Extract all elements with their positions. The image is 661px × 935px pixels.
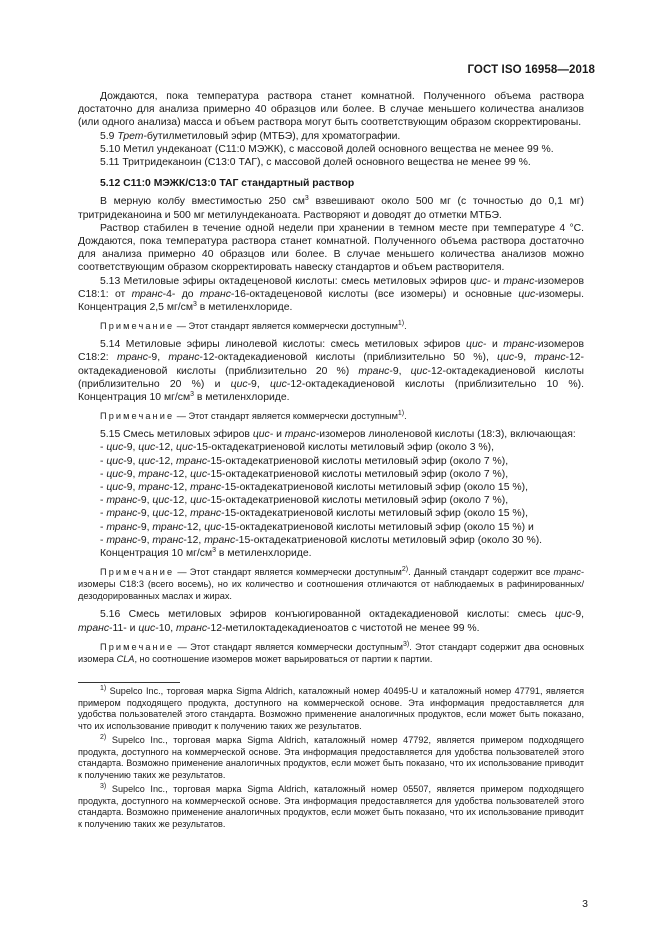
list-item: - цис-9, транс-12, транс-15-октадекатриеновой кислоты метиловый эфир (около 15 %), [100,482,528,494]
footnote-1: $^{1)}$ Supelco Inc., торговая марка Sigma Aldrich, каталожный номер 40495-U и каталожный номер 47791, является примером подходящего продукта, доступного на коммерческой основе. Эта информация предоставляется для удобства пользователей этого стандарта. Возможно применение аналогичных продуктов, если может быть показано, что их использование приводит к получению таких же результатов. [78,685,584,731]
footnote-2: $^{2)}$ Supelco Inc., торговая марка Sigma Aldrich, каталожный номер 47792, является примером подходящего продукта, доступного на коммерческой основе. Эта информация предоставляется для удобства пользователей этого стандарта. Возможно применение аналогичных продуктов, если может быть показано, что их использование приводит к получению таких же результатов. [78,734,584,780]
list-item: - транс-9, цис-12, транс-15-октадекатриеновой кислоты метиловый эфир (около 15 %), [100,508,528,520]
page-body [78,90,584,671]
note-4: Примечание — Этот стандарт является коммерчески доступным$^{3)}$. Этот стандарт содержит два основных изомера CLA, но соотношение изомеров может варьироваться от партии к партии. [78,640,584,664]
list-item: - цис-9, цис-12, транс-15-октадекатриеновой кислоты метиловый эфир (около 7 %), [100,455,509,467]
list-item: - транс-9, транс-12, цис-15-октадекатриеновой кислоты метиловый эфир (около 15 %) и [100,521,534,533]
list-item: - цис-9, транс-12, цис-15-октадекатриеновой кислоты метиловый эфир (около 7 %), [100,468,509,480]
footnote-3: $^{3)}$ Supelco Inc., торговая марка Sigma Aldrich, каталожный номер 05507, является примером подходящего продукта, доступного на коммерческой основе. Эта информация предоставляется для удобства пользователей этого стандарта. Возможно применение аналогичных продуктов, если может быть показано, что их использование приводит к получению таких же результатов. [78,783,584,829]
document-code: ГОСТ ISO 16958—2018 [467,64,595,76]
paragraph-dissolve: Дождаются, пока температура раствора станет комнатной. Полученного объема раствора достаточно для анализа примерно 40 образцов или более. В случае меньшего количества анализов (или одного анализа) масса и объем раствора могут быть соответствующим образом скорректированы. [78,91,584,129]
footnotes [78,686,584,833]
note-1: Примечание — Этот стандарт является коммерчески доступным$^{1)}$. [100,320,407,332]
list-item: - цис-9, цис-12, цис-15-октадекатриеновой кислоты метиловый эфир (около 3 %), [100,442,494,454]
footnote-separator [78,682,180,683]
clause-5-16: 5.16 Смесь метиловых эфиров конъюгированной октадекадиеновой кислоты: смесь цис-9, транс-11- и цис-10, транс-12-метилоктадекадиеноатов с чистотой не менее 99 %. [78,609,584,634]
clause-5-15-concentration: Концентрация 10 $мг/см^3$ в метиленхлориде. [100,547,312,560]
clause-5-11: 5.11 Тритридеканоин (С13:0 ТАГ), с массовой долей основного вещества не менее 99 %. [100,157,531,169]
clause-5-13: 5.13 Метиловые эфиры октадеценовой кислоты: смесь метиловых эфиров цис- и транс-изомеров С18:1: от транс-4- до транс-16-октадеценовой кислоты (все изомеры) и основные цис-изомеры. Концентрация 2,5 $мг/см^3$ в метиленхлориде. [78,275,585,314]
clause-5-12-paragraph-2: Раствор стабилен в течение одной недели при хранении в темном месте при температуре 4 °С. Дождаются, пока температура раствора станет комнатной. Полученного объема раствора достаточно для анализа примерно 40 образцов или более. В случае меньшего количества анализов можно соответствующим образом скорректировать навеску стандартов и объем растворителя. [78,222,584,274]
list-item: - транс-9, цис-12, цис-15-октадекатриеновой кислоты метиловый эфир (около 7 %), [100,495,509,507]
clause-5-10: 5.10 Метил ундеканоат (С11:0 МЭЖК), с массовой долей основного вещества не менее 99 %. [100,143,554,155]
note-2: Примечание — Этот стандарт является коммерчески доступным$^{1)}$. [100,410,407,422]
list-item: - транс-9, транс-12, транс-15-октадекатриеновой кислоты метиловый эфир (около 30 %). [100,534,543,546]
isomer-list [78,441,584,547]
clause-5-12-title: 5.12 С11:0 МЭЖК/С13:0 ТАГ стандартный раствор [100,178,355,190]
clause-5-9: 5.9 Трет-бутилметиловый эфир (МТБЭ), для хроматографии. [100,130,401,142]
clause-5-14: 5.14 Метиловые эфиры линолевой кислоты: смесь метиловых эфиров цис- и транс-изомеров С18:2: транс-9, транс-12-октадекадиеновой кислоты (приблизительно 50 %), цис-9, транс-12-октадекадиеновой кислоты (приблизительно 20 %) транс-9, цис-12-октадекадиеновой кислоты (приблизительно 20 %) и цис-9, цис-12-октадекадиеновой кислоты (приблизительно 10 %). Концентрация 10 $мг/см^3$ в метиленхлориде. [78,339,585,404]
note-3: Примечание — Этот стандарт является коммерчески доступным$^{2)}$. Данный стандарт содержит все транс-изомеры С18:3 (всего восемь), но их количество и соотношения отличаются от наблюдаемых в рафинированных/дезодорированных маслах и жирах. [78,566,584,602]
page-number: 3 [582,898,588,910]
clause-5-12-paragraph-1: В мерную колбу вместимостью 250 $см^3$ взвешивают около 500 мг (с точностью до 0,1 мг) тритридеканоина и 500 мг метилундеканоата. Растворяют и доводят до отметки МТБЭ. [78,195,584,221]
clause-5-15-intro: 5.15 Смесь метиловых эфиров цис- и транс-изомеров линоленовой кислоты (18:3), включающая: [100,429,576,441]
